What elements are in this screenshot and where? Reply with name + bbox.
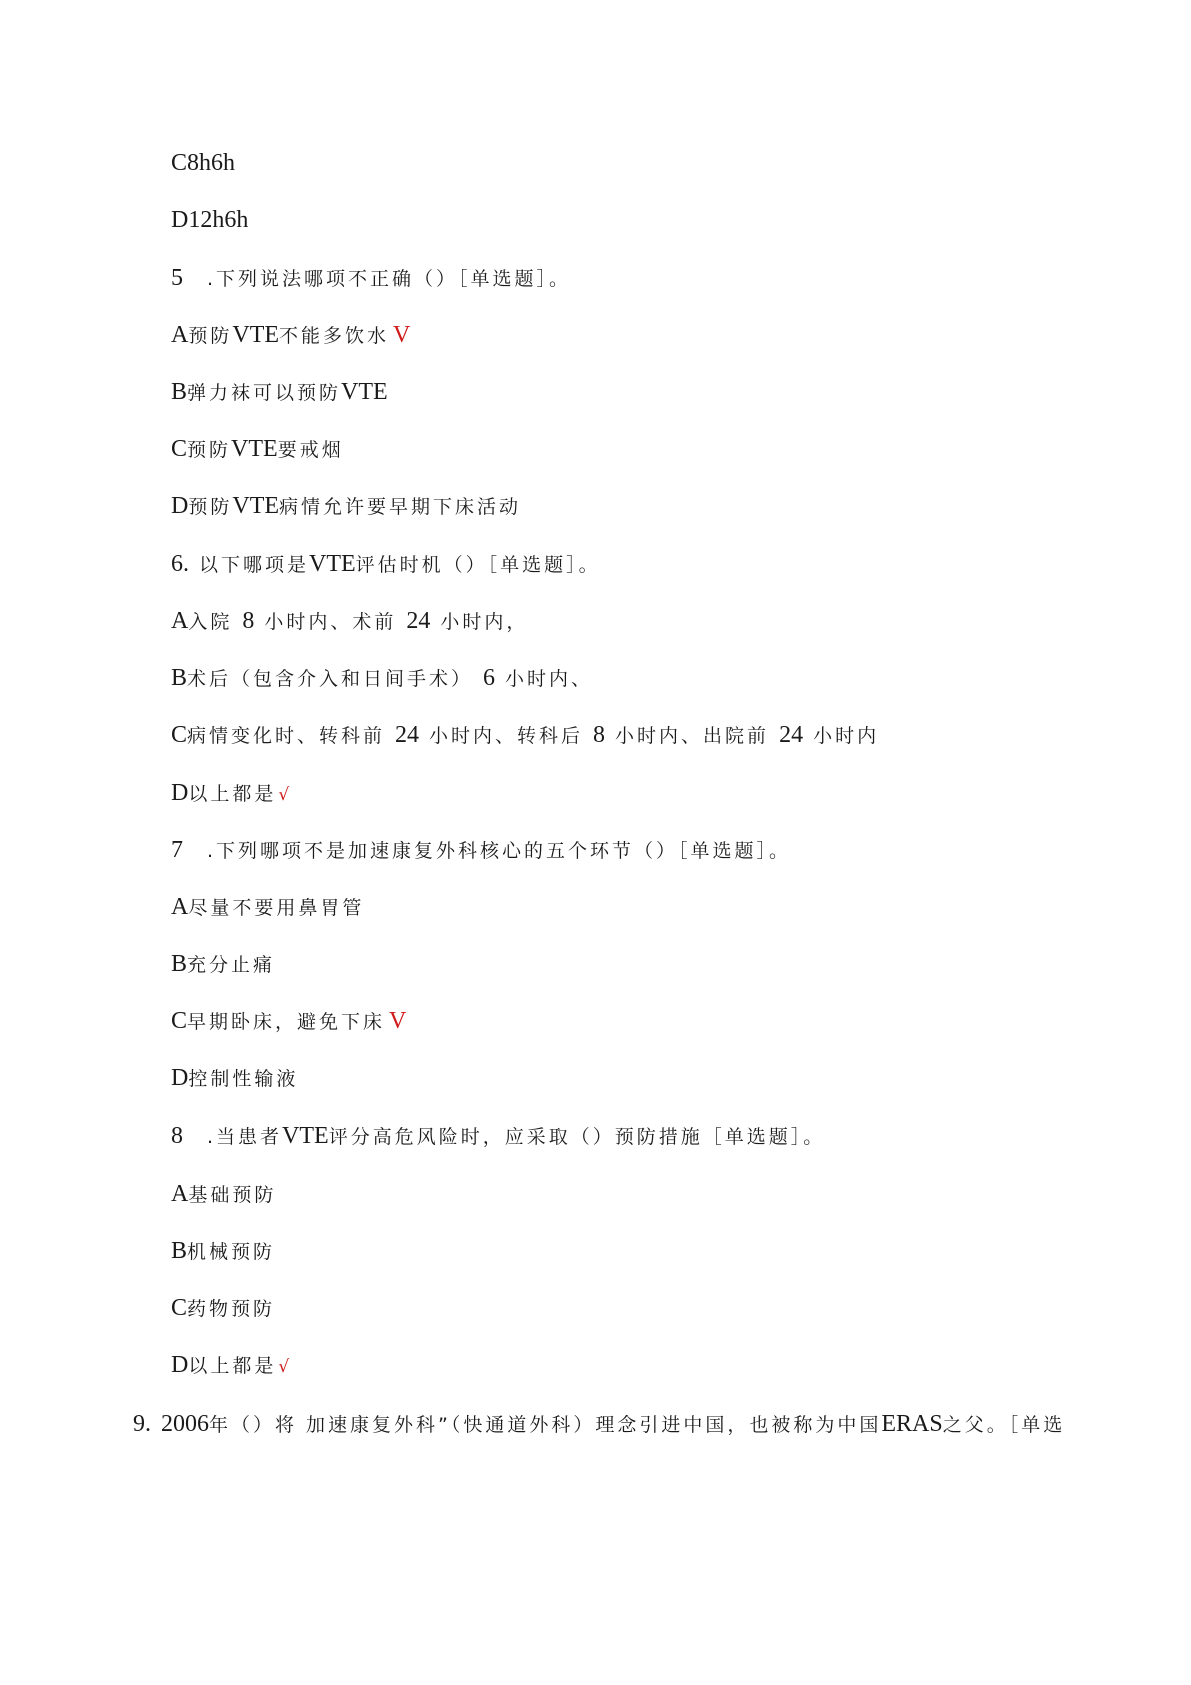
option-text: 药物预防 <box>187 1298 276 1320</box>
option-text: 小时内、出院前 <box>615 725 770 747</box>
option-letter: C8h6h <box>171 150 236 176</box>
option-letter: B <box>171 1238 188 1264</box>
option-number: 24 <box>779 722 804 748</box>
option-text: 小时内 <box>813 725 880 747</box>
option-number: 24 <box>395 722 420 748</box>
option-term: VTE <box>232 493 280 519</box>
question-7 <box>171 835 791 866</box>
option-letter: D <box>171 1352 189 1378</box>
option-q6-b <box>171 663 593 694</box>
option-text: 不能多饮水 <box>279 325 390 347</box>
question-number: 6. <box>171 551 189 577</box>
question-8 <box>171 1121 825 1152</box>
question-9 <box>133 1409 1065 1440</box>
option-text: 入院 <box>188 611 233 633</box>
option-text: 小时内、术前 <box>264 611 397 633</box>
option-text: 以上都是 <box>188 1355 277 1377</box>
option-text: 预防 <box>188 325 233 347</box>
option-q8-d <box>171 1350 292 1382</box>
option-text: 机械预防 <box>187 1241 276 1263</box>
option-text: 小时内、转科后 <box>429 725 584 747</box>
option-q7-c <box>171 1006 406 1037</box>
option-q5-d <box>171 491 521 522</box>
option-number: 6 <box>483 665 496 691</box>
option-term: VTE <box>232 322 280 348</box>
option-text: 预防 <box>187 439 232 461</box>
question-term: VTE <box>282 1123 329 1149</box>
option-text: 尽量不要用鼻胃管 <box>188 897 365 919</box>
option-letter: D <box>171 493 189 519</box>
option-q7-a <box>171 892 364 923</box>
question-number: 7 <box>171 837 183 863</box>
option-letter: A <box>171 322 189 348</box>
option-q5-b <box>171 377 388 408</box>
option-text: 预防 <box>188 496 233 518</box>
option-text: 小时内， <box>440 611 529 633</box>
question-number: 8 <box>171 1123 183 1149</box>
question-number: 5 <box>171 265 183 291</box>
option-letter: B <box>171 379 188 405</box>
option-letter: C <box>171 1295 188 1321</box>
option-text: 弹力袜可以预防 <box>187 382 342 404</box>
question-text: .下列哪项不是加速康复外科核心的五个环节（）［单选题］。 <box>207 840 792 862</box>
option-text: 小时内、 <box>505 668 594 690</box>
correct-answer-mark: √ <box>278 1357 293 1377</box>
question-6 <box>171 549 601 580</box>
option-q6-d <box>171 778 292 810</box>
option-number: 8 <box>593 722 606 748</box>
question-text: 评分高危风险时，应采取（）预防措施［单选题］。 <box>328 1126 826 1148</box>
question-number: 9. <box>133 1411 151 1437</box>
question-text: .下列说法哪项不正确（）［单选题］。 <box>207 268 572 290</box>
option-q7-d <box>171 1063 298 1094</box>
option-text: 控制性输液 <box>188 1068 299 1090</box>
option-text: 基础预防 <box>188 1184 277 1206</box>
option-term: VTE <box>231 436 278 462</box>
option-letter: B <box>171 665 188 691</box>
option-letter: A <box>171 1181 189 1207</box>
question-text: 年（）将 加速康复外科”（快通道外科）理念引进中国，也被称为中国 <box>209 1414 882 1436</box>
option-letter: D <box>171 780 189 806</box>
question-text: 评估时机（）［单选题］。 <box>355 554 601 576</box>
option-q5-c <box>171 434 344 465</box>
question-text: .当患者 <box>207 1126 283 1148</box>
question-year: 2006 <box>161 1411 209 1437</box>
option-q8-a <box>171 1179 276 1210</box>
option-letter: D12h6h <box>171 207 249 233</box>
option-q6-c <box>171 720 879 751</box>
option-text: 早期卧床，避免下床 <box>187 1011 386 1033</box>
option-letter: A <box>171 894 189 920</box>
option-letter: C <box>171 722 188 748</box>
question-term: ERAS <box>881 1411 943 1437</box>
option-q5-a <box>171 320 410 351</box>
correct-answer-mark: V <box>389 1008 407 1034</box>
question-text: 以下哪项是 <box>199 554 310 576</box>
option-text: 充分止痛 <box>187 954 276 976</box>
correct-answer-mark: V <box>393 322 411 348</box>
option-letter: C <box>171 436 188 462</box>
option-q7-b <box>171 949 275 980</box>
option-text: 要戒烟 <box>277 439 344 461</box>
option-term: VTE <box>341 379 388 405</box>
option-letter: A <box>171 608 189 634</box>
question-5 <box>171 263 571 294</box>
option-q6-a <box>171 606 528 637</box>
option-number: 24 <box>406 608 431 634</box>
option-text: 病情允许要早期下床活动 <box>279 496 522 518</box>
option-text: 术后（包含介入和日间手术） <box>187 668 474 690</box>
question-term: VTE <box>309 551 356 577</box>
option-q4-c <box>171 148 235 179</box>
option-letter: C <box>171 1008 188 1034</box>
correct-answer-mark: √ <box>278 785 293 805</box>
option-q4-d <box>171 205 248 236</box>
option-text: 病情变化时、转科前 <box>187 725 386 747</box>
option-letter: D <box>171 1065 189 1091</box>
question-text: 之父。［单选 <box>942 1414 1066 1436</box>
option-text: 以上都是 <box>188 783 277 805</box>
option-q8-c <box>171 1293 275 1324</box>
option-letter: B <box>171 951 188 977</box>
option-q8-b <box>171 1236 275 1267</box>
option-number: 8 <box>242 608 255 634</box>
